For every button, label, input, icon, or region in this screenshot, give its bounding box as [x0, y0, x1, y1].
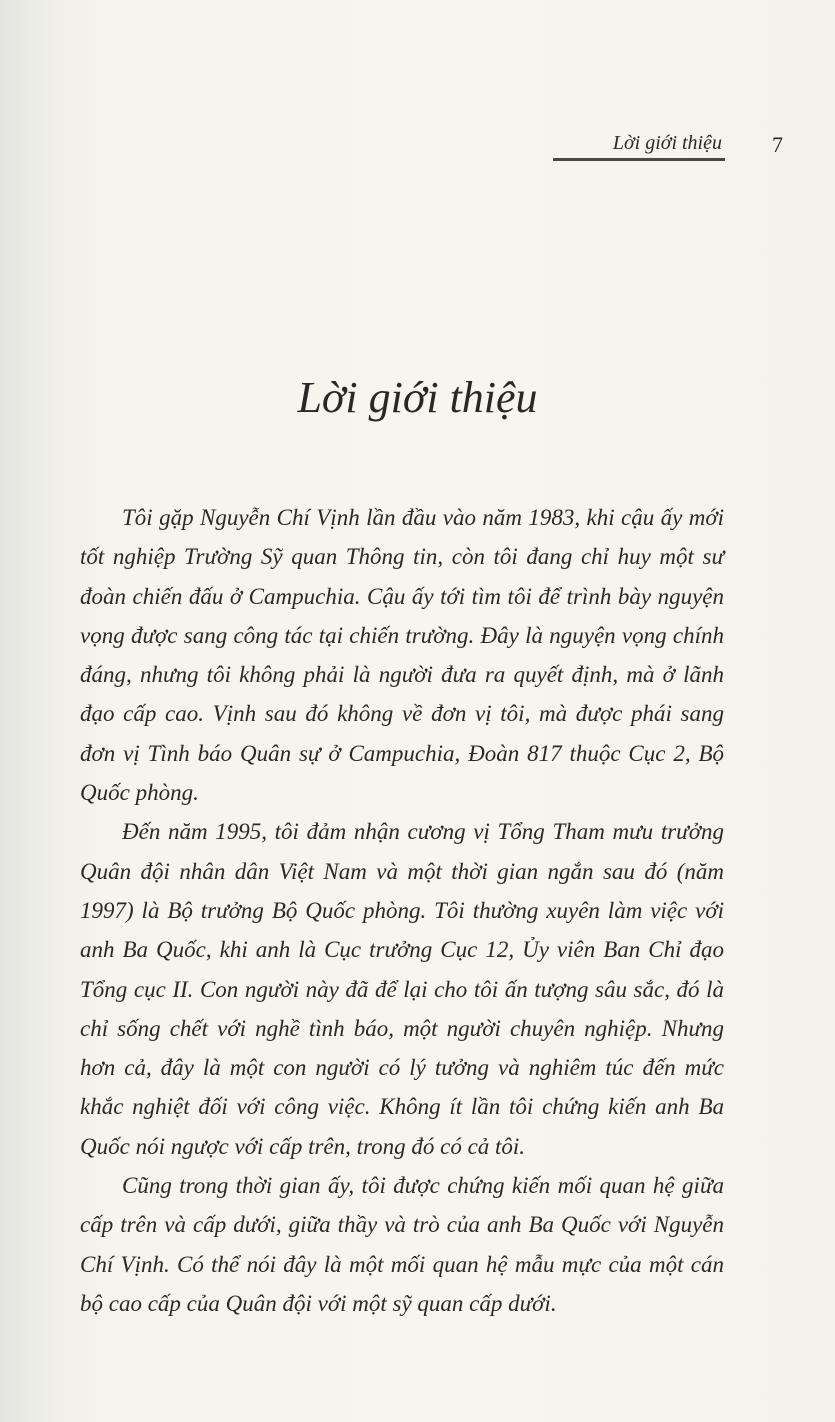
body-text: [80, 498, 724, 1323]
running-head-rule: [553, 158, 725, 161]
paragraph-3: Cũng trong thời gian ấy, tôi được chứng kiến mối quan hệ giữa cấp trên và cấp dưới, giữa thầy và trò của anh Ba Quốc với Nguyễn Chí Vịnh. Có thể nói đây là một mối quan hệ mẫu mực của một cán bộ cao cấp của Quân đội với một sỹ quan cấp dưới.: [80, 1173, 724, 1316]
page-number: 7: [772, 132, 783, 157]
running-head: [0, 130, 835, 160]
paragraph-2: Đến năm 1995, tôi đảm nhận cương vị Tổng Tham mưu trưởng Quân đội nhân dân Việt Nam và một thời gian ngắn sau đó (năm 1997) là Bộ trưởng Bộ Quốc phòng. Tôi thường xuyên làm việc với anh Ba Quốc, khi anh là Cục trưởng Cục 12, Ủy viên Ban Chỉ đạo Tổng cục II. Con người này đã để lại cho tôi ấn tượng sâu sắc, đó là chỉ sống chết với nghề tình báo, một người chuyên nghiệp. Nhưng hơn cả, đây là một con người có lý tưởng và nghiêm túc đến mức khắc nghiệt đối với công việc. Không ít lần tôi chứng kiến anh Ba Quốc nói ngược với cấp trên, trong đó có cả tôi.: [80, 819, 724, 1159]
paragraph-1: Tôi gặp Nguyễn Chí Vịnh lần đầu vào năm 1983, khi cậu ấy mới tốt nghiệp Trường Sỹ quan Thông tin, còn tôi đang chỉ huy một sư đoàn chiến đấu ở Campuchia. Cậu ấy tới tìm tôi để trình bày nguyện vọng được sang công tác tại chiến trường. Đây là nguyện vọng chính đáng, nhưng tôi không phải là người đưa ra quyết định, mà ở lãnh đạo cấp cao. Vịnh sau đó không về đơn vị tôi, mà được phái sang đơn vị Tình báo Quân sự ở Campuchia, Đoàn 817 thuộc Cục 2, Bộ Quốc phòng.: [80, 505, 724, 806]
chapter-title: Lời giới thiệu: [297, 373, 538, 422]
running-head-title: Lời giới thiệu: [612, 132, 722, 154]
